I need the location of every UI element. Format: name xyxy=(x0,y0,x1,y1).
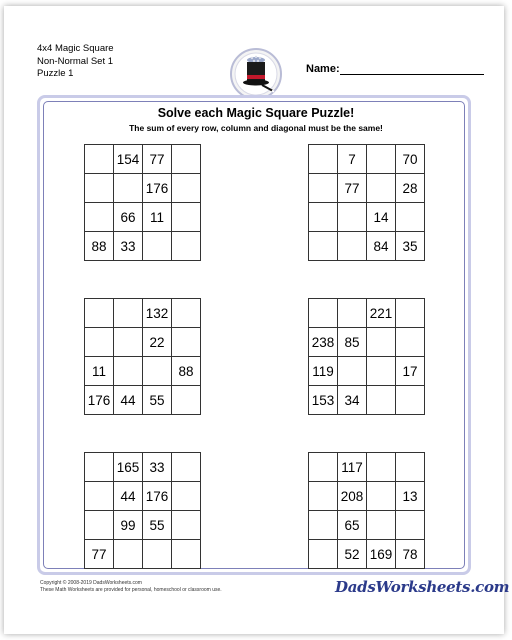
grid-cell[interactable]: 44 xyxy=(114,386,143,415)
grid-cell[interactable]: 34 xyxy=(338,386,367,415)
grid-cell[interactable]: 52 xyxy=(338,540,367,569)
worksheet-puzzle-number: Puzzle 1 xyxy=(37,68,74,79)
grid-cell[interactable] xyxy=(367,482,396,511)
magic-square-5 xyxy=(84,452,201,569)
grid-cell[interactable] xyxy=(172,328,201,357)
grid-cell[interactable]: 88 xyxy=(85,232,114,261)
grid-cell[interactable] xyxy=(396,203,425,232)
grid-cell[interactable]: 165 xyxy=(114,453,143,482)
grid-cell[interactable]: 55 xyxy=(143,511,172,540)
grid-cell[interactable] xyxy=(172,386,201,415)
instructions-title: Solve each Magic Square Puzzle! xyxy=(157,106,355,120)
grid-cell[interactable] xyxy=(172,453,201,482)
grid-cell[interactable]: 85 xyxy=(338,328,367,357)
grid-cell[interactable]: 77 xyxy=(338,174,367,203)
grid-cell[interactable] xyxy=(367,145,396,174)
grid-cell[interactable]: 176 xyxy=(85,386,114,415)
table-row xyxy=(309,232,425,261)
grid-cell[interactable] xyxy=(85,299,114,328)
grid-cell[interactable] xyxy=(172,174,201,203)
footer-copyright xyxy=(40,580,222,594)
table-row xyxy=(85,232,201,261)
grid-cell[interactable]: 22 xyxy=(143,328,172,357)
table-row xyxy=(85,357,201,386)
magic-square-1 xyxy=(84,144,201,261)
grid-cell[interactable] xyxy=(309,453,338,482)
table-row xyxy=(309,453,425,482)
grid-cell[interactable] xyxy=(172,540,201,569)
worksheet-type: 4x4 Magic Square xyxy=(37,43,114,54)
brand-logo: DadsWorksheets.com xyxy=(335,578,510,596)
grid-cell[interactable]: 11 xyxy=(85,357,114,386)
magic-top-hat-icon xyxy=(229,47,283,101)
table-row xyxy=(309,482,425,511)
table-row xyxy=(85,145,201,174)
grid-cell[interactable]: 70 xyxy=(396,145,425,174)
grid-cell[interactable] xyxy=(172,299,201,328)
grid-cell[interactable] xyxy=(85,145,114,174)
grid-cell[interactable]: 119 xyxy=(309,357,338,386)
grid-cell[interactable] xyxy=(367,453,396,482)
grid-cell[interactable]: 65 xyxy=(338,511,367,540)
table-row xyxy=(85,540,201,569)
grid-cell[interactable] xyxy=(85,203,114,232)
worksheet-set: Non-Normal Set 1 xyxy=(37,55,114,67)
grid-cell[interactable] xyxy=(309,299,338,328)
worksheet-info xyxy=(37,43,114,81)
grid-cell[interactable] xyxy=(85,482,114,511)
table-row xyxy=(85,482,201,511)
table-row xyxy=(85,299,201,328)
grid-cell[interactable] xyxy=(309,482,338,511)
grid-cell[interactable] xyxy=(367,328,396,357)
grid-cell[interactable] xyxy=(85,328,114,357)
grid-cell[interactable] xyxy=(143,357,172,386)
grid-cell[interactable] xyxy=(396,511,425,540)
grid-cell[interactable]: 28 xyxy=(396,174,425,203)
grid-cell[interactable] xyxy=(338,357,367,386)
grid-cell[interactable] xyxy=(172,482,201,511)
grid-cell[interactable] xyxy=(114,540,143,569)
table-row xyxy=(309,174,425,203)
table-row xyxy=(85,203,201,232)
grid-cell[interactable] xyxy=(172,511,201,540)
table-row xyxy=(309,357,425,386)
grid-cell[interactable]: 132 xyxy=(143,299,172,328)
grid-cell[interactable] xyxy=(85,174,114,203)
grid-cell[interactable] xyxy=(396,386,425,415)
grid-cell[interactable]: 33 xyxy=(114,232,143,261)
table-row xyxy=(85,174,201,203)
grid-cell[interactable] xyxy=(309,540,338,569)
grid-cell[interactable] xyxy=(143,232,172,261)
grid-cell[interactable] xyxy=(309,145,338,174)
grid-cell[interactable]: 84 xyxy=(367,232,396,261)
table-row xyxy=(309,328,425,357)
table-row xyxy=(309,511,425,540)
grid-cell[interactable]: 88 xyxy=(172,357,201,386)
grid-cell[interactable]: 221 xyxy=(367,299,396,328)
usage-note: These Math Worksheets are provided for personal, homeschool or classroom use. xyxy=(40,587,222,593)
copyright-text: Copyright © 2008-2019 DadsWorksheets.com xyxy=(40,580,142,586)
grid-cell[interactable] xyxy=(143,540,172,569)
grid-cell[interactable]: 13 xyxy=(396,482,425,511)
grid-cell[interactable]: 77 xyxy=(85,540,114,569)
grid-cell[interactable]: 153 xyxy=(309,386,338,415)
table-row xyxy=(309,299,425,328)
grid-cell[interactable] xyxy=(367,511,396,540)
grid-cell[interactable]: 17 xyxy=(396,357,425,386)
magic-square-2 xyxy=(308,144,425,261)
grid-cell[interactable]: 7 xyxy=(338,145,367,174)
grid-cell[interactable] xyxy=(309,232,338,261)
grid-cell[interactable]: 33 xyxy=(143,453,172,482)
table-row xyxy=(309,386,425,415)
grid-cell[interactable]: 66 xyxy=(114,203,143,232)
grid-cell[interactable] xyxy=(172,203,201,232)
grid-cell[interactable]: 176 xyxy=(143,174,172,203)
grid-cell[interactable]: 11 xyxy=(143,203,172,232)
grid-cell[interactable]: 44 xyxy=(114,482,143,511)
grid-cell[interactable] xyxy=(338,203,367,232)
grid-cell[interactable] xyxy=(396,453,425,482)
grid-cell[interactable] xyxy=(309,203,338,232)
grid-cell[interactable]: 208 xyxy=(338,482,367,511)
grid-cell[interactable]: 238 xyxy=(309,328,338,357)
grid-cell[interactable]: 77 xyxy=(143,145,172,174)
grid-cell[interactable]: 35 xyxy=(396,232,425,261)
magic-square-3 xyxy=(84,298,201,415)
grid-cell[interactable] xyxy=(309,511,338,540)
table-row xyxy=(309,540,425,569)
table-row xyxy=(85,511,201,540)
name-label: Name: xyxy=(306,63,340,75)
grid-cell[interactable] xyxy=(309,174,338,203)
grid-cell[interactable] xyxy=(114,299,143,328)
grid-cell[interactable] xyxy=(85,511,114,540)
grid-cell[interactable] xyxy=(114,174,143,203)
grid-cell[interactable] xyxy=(114,357,143,386)
grid-cell[interactable]: 154 xyxy=(114,145,143,174)
grid-cell[interactable]: 55 xyxy=(143,386,172,415)
grid-cell[interactable] xyxy=(85,453,114,482)
grid-cell[interactable] xyxy=(114,328,143,357)
magic-square-6 xyxy=(308,452,425,569)
grid-cell[interactable] xyxy=(396,299,425,328)
grid-cell[interactable]: 78 xyxy=(396,540,425,569)
grid-cell[interactable] xyxy=(367,174,396,203)
grid-cell[interactable] xyxy=(172,145,201,174)
grid-cell[interactable] xyxy=(396,328,425,357)
instructions-subtitle: The sum of every row, column and diagonal must be the same! xyxy=(129,123,383,133)
grid-cell[interactable]: 169 xyxy=(367,540,396,569)
grid-cell[interactable] xyxy=(367,386,396,415)
table-row xyxy=(85,386,201,415)
table-row xyxy=(309,145,425,174)
table-row xyxy=(309,203,425,232)
grid-cell[interactable] xyxy=(172,232,201,261)
grid-cell[interactable]: 176 xyxy=(143,482,172,511)
table-row xyxy=(85,328,201,357)
grid-cell[interactable]: 117 xyxy=(338,453,367,482)
grid-cell[interactable]: 99 xyxy=(114,511,143,540)
magic-square-4 xyxy=(308,298,425,415)
grid-cell[interactable] xyxy=(338,299,367,328)
name-field-line[interactable] xyxy=(340,74,484,75)
grid-cell[interactable]: 14 xyxy=(367,203,396,232)
table-row xyxy=(85,453,201,482)
grid-cell[interactable] xyxy=(367,357,396,386)
grid-cell[interactable] xyxy=(338,232,367,261)
